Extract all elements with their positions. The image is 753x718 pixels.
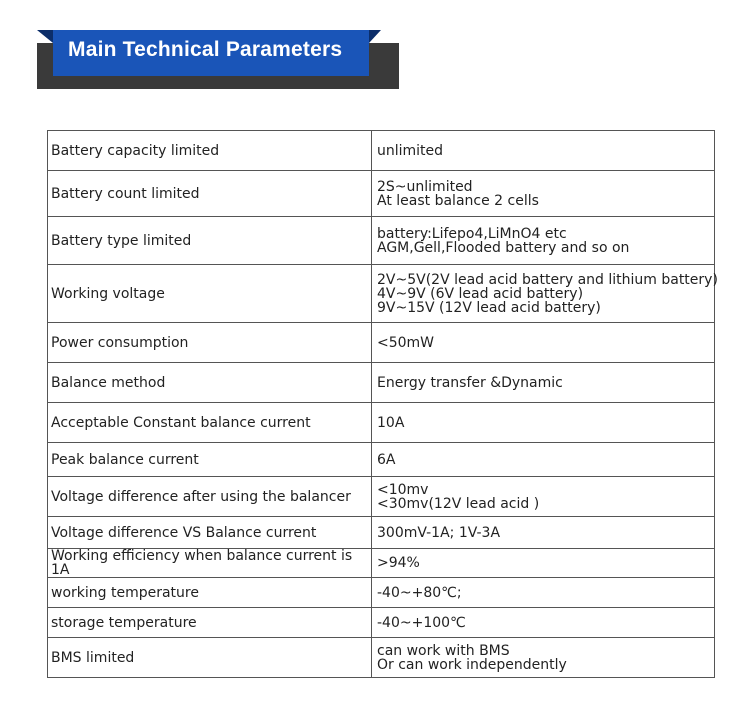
table-row [48, 363, 715, 403]
param-label: Peak balance current [48, 443, 372, 477]
param-label: storage temperature [48, 608, 372, 638]
param-value-line: 2V~5V(2V lead acid battery and lithium battery) [377, 271, 718, 288]
table-row [48, 549, 715, 578]
param-label: Balance method [48, 363, 372, 403]
param-label: Battery count limited [48, 171, 372, 217]
param-value [372, 549, 715, 578]
param-value-line: At least balance 2 cells [377, 192, 539, 209]
param-value [372, 131, 715, 171]
param-value-line: 4V~9V (6V lead acid battery) [377, 285, 584, 302]
param-label: Voltage difference VS Balance current [48, 517, 372, 549]
param-value-line: -40~+80℃; [377, 584, 462, 601]
table-row [48, 578, 715, 608]
param-value-line: Or can work independently [377, 656, 567, 673]
table-row [48, 171, 715, 217]
banner-fold [369, 30, 381, 43]
param-value-line: <50mW [377, 334, 435, 351]
table-row [48, 403, 715, 443]
table-row [48, 443, 715, 477]
param-value-line: 10A [377, 414, 405, 431]
param-value-line: 6A [377, 451, 396, 468]
param-value-line: Energy transfer &Dynamic [377, 374, 563, 391]
param-value [372, 578, 715, 608]
param-value-line: <30mv(12V lead acid ) [377, 495, 540, 512]
table-row [48, 517, 715, 549]
param-value-line: can work with BMS [377, 642, 510, 659]
table-row [48, 131, 715, 171]
param-value [372, 443, 715, 477]
param-value-line: 2S~unlimited [377, 178, 473, 195]
param-label: Power consumption [48, 323, 372, 363]
param-value-line: 300mV-1A; 1V-3A [377, 524, 501, 541]
param-label: Battery capacity limited [48, 131, 372, 171]
table-row [48, 323, 715, 363]
param-value [372, 171, 715, 217]
param-value [372, 265, 718, 323]
param-value-line: unlimited [377, 142, 444, 159]
table-row [48, 477, 715, 517]
param-value-line: battery:Lifepo4,LiMnO4 etc [377, 225, 567, 242]
param-label: Voltage difference after using the balancer [48, 477, 372, 517]
param-value [372, 608, 715, 638]
param-value [372, 363, 715, 403]
parameters-table [47, 130, 718, 678]
table-row [48, 638, 715, 678]
param-value-line: AGM,Gell,Flooded battery and so on [377, 239, 630, 256]
param-label: BMS limited [48, 638, 372, 678]
param-value-line: <10mv [377, 481, 429, 498]
param-value [372, 323, 715, 363]
param-label: Working efficiency when balance current is 1A [48, 549, 372, 578]
param-value [372, 217, 715, 265]
param-value-line: 9V~15V (12V lead acid battery) [377, 299, 601, 316]
page-title: Main Technical Parameters [68, 38, 343, 61]
param-value-line: -40~+100℃ [377, 614, 466, 631]
param-label: working temperature [48, 578, 372, 608]
param-label: Acceptable Constant balance current [48, 403, 372, 443]
param-value [372, 638, 715, 678]
param-value [372, 517, 715, 549]
param-value-line: >94% [377, 555, 420, 571]
table-row [48, 608, 715, 638]
table-row [48, 217, 715, 265]
table-row [48, 265, 715, 323]
banner-fold-left [37, 30, 53, 43]
param-value [372, 403, 715, 443]
param-label: Working voltage [48, 265, 372, 323]
param-value [372, 477, 715, 517]
param-label: Battery type limited [48, 217, 372, 265]
